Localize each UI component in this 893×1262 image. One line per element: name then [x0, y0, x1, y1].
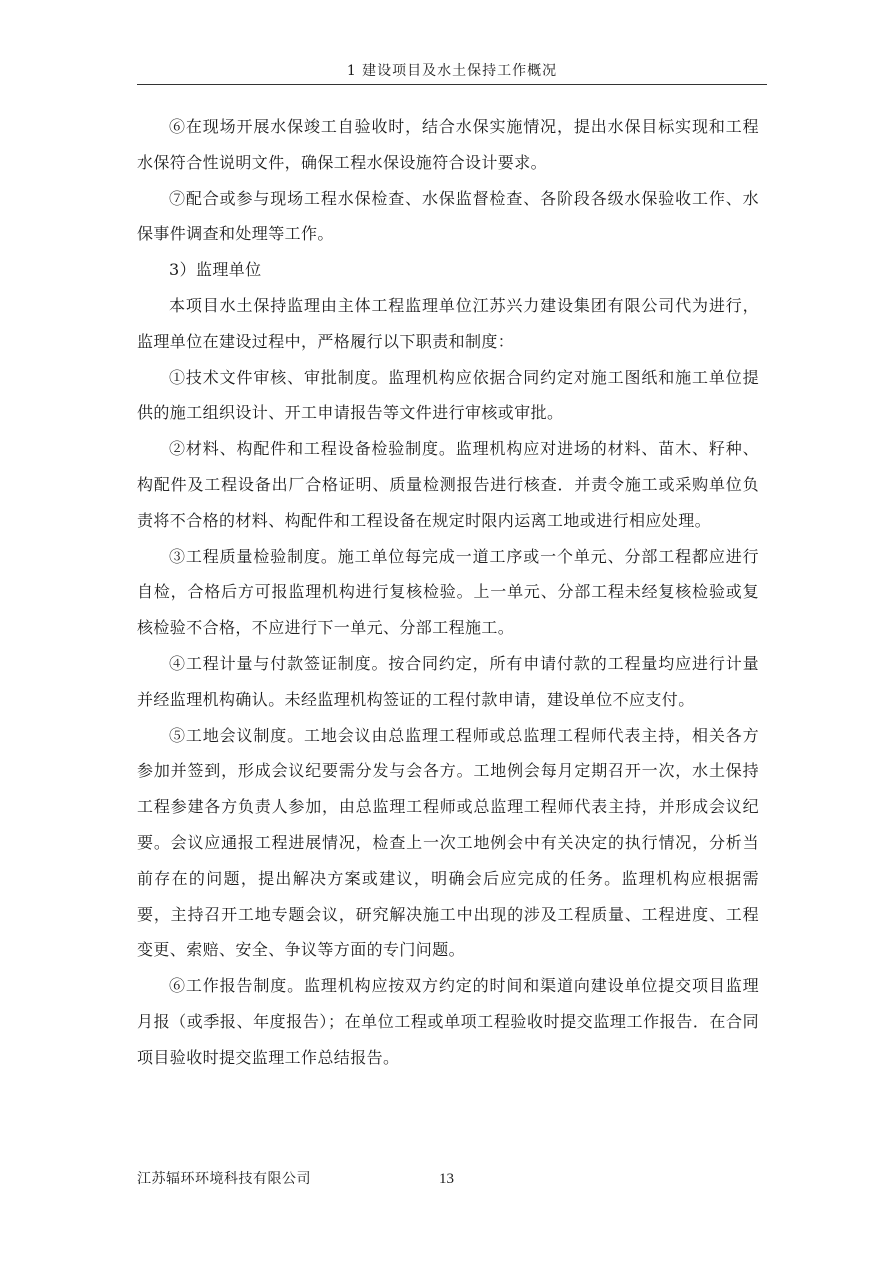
paragraph-rule-1-document-review: ①技术文件审核、审批制度。监理机构应依据合同约定对施工图纸和施工单位提供的施工组织设计、开工申请报告等文件进行审核或审批。 [137, 367, 759, 423]
paragraph-supervision-intro: 本项目水土保持监理由主体工程监理单位江苏兴力建设集团有限公司代为进行，监理单位在建设过程中，严格履行以下职责和制度： [137, 295, 759, 351]
paragraph-item-7-inspection: ⑦配合或参与现场工程水保检查、水保监督检查、各阶段各级水保验收工作、水保事件调查和处理等工作。 [137, 188, 759, 244]
paragraph-rule-2-material-inspection: ②材料、构配件和工程设备检验制度。监理机构应对进场的材料、苗木、籽种、构配件及工程设备出厂合格证明、质量检测报告进行核查．并责令施工或采购单位负责将不合格的材料、构配件和工程设备在规定时限内运离工地或进行相应处理。 [137, 439, 759, 530]
section-heading-supervision-unit: 3）监理单位 [169, 260, 262, 280]
page-header-title: 1 建设项目及水土保持工作概况 [346, 63, 558, 79]
paragraph-rule-6-work-report: ⑥工作报告制度。监理机构应按双方约定的时间和渠道向建设单位提交项目监理月报（或季报、年度报告）；在单位工程或单项工程验收时提交监理工作报告．在合同项目验收时提交监理工作总结报告。 [137, 976, 759, 1067]
document-body [137, 109, 759, 1076]
page-footer [137, 1167, 767, 1191]
page-header [137, 58, 767, 85]
paragraph-item-6-acceptance: ⑥在现场开展水保竣工自验收时，结合水保实施情况，提出水保目标实现和工程水保符合性说明文件，确保工程水保设施符合设计要求。 [137, 117, 759, 172]
footer-company-name: 江苏辐环环境科技有限公司 [137, 1171, 311, 1187]
paragraph-rule-3-quality-inspection: ③工程质量检验制度。施工单位每完成一道工序或一个单元、分部工程都应进行自检，合格后方可报监理机构进行复核检验。上一单元、分部工程未经复核检验或复核检验不合格，不应进行下一单元、分部工程施工。 [137, 546, 759, 638]
page-number: 13 [439, 1171, 454, 1187]
paragraph-rule-5-site-meeting: ⑤工地会议制度。工地会议由总监理工程师或总监理工程师代表主持，相关各方参加并签到，形成会议纪要需分发与会各方。工地例会每月定期召开一次，水土保持工程参建各方负责人参加，由总监理工程师或总监理工程师代表主持，并形成会议纪要。会议应通报工程进展情况，检查上一次工地例会中有关决定的执行情况，分析当前存在的问题，提出解决方案或建议，明确会后应完成的任务。监理机构应根据需要，主持召开工地专题会议，研究解决施工中出现的涉及工程质量、工程进度、工程变更、索赔、安全、争议等方面的专门问题。 [137, 725, 759, 960]
paragraph-rule-4-payment-certification: ④工程计量与付款签证制度。按合同约定，所有申请付款的工程量均应进行计量并经监理机构确认。未经监理机构签证的工程付款申请，建设单位不应支付。 [137, 653, 759, 709]
